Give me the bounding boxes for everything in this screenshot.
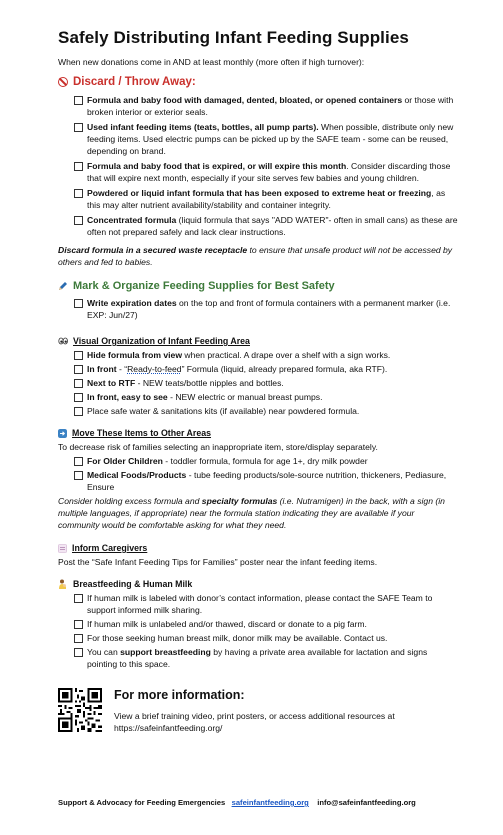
footer-email[interactable]: info@safeinfantfeeding.org — [317, 798, 416, 807]
footer-org: Support & Advocacy for Feeding Emergencies — [58, 798, 226, 807]
visual-heading: Visual Organization of Infant Feeding Area — [58, 336, 458, 346]
checklist-item: For those seeking human breast milk, donor milk may be available. Contact us. — [74, 632, 458, 644]
checkbox[interactable] — [74, 299, 83, 308]
inform-heading: Inform Caregivers — [58, 543, 458, 553]
checkbox[interactable] — [74, 189, 83, 198]
checklist-item: If human milk is unlabeled and/or thawed, discard or donate to a pig farm. — [74, 618, 458, 630]
checklist-item: Hide formula from view when practical. A drape over a shelf with a sign works. — [74, 349, 458, 361]
checkbox[interactable] — [74, 471, 83, 480]
checklist-item: Write expiration dates on the top and front of formula containers with a permanent marker (i.e. EXP: Jun/27) — [74, 297, 458, 321]
checkbox[interactable] — [74, 648, 83, 657]
qr-code[interactable] — [58, 688, 102, 732]
checklist-item: If human milk is labeled with donor’s contact information, please contact the SAFE Team to support informed milk sharing. — [74, 592, 458, 616]
checkbox[interactable] — [74, 594, 83, 603]
checkbox[interactable] — [74, 457, 83, 466]
checklist-item: For Older Children - toddler formula, formula for age 1+, dry milk powder — [74, 455, 458, 467]
checklist-item: Formula and baby food with damaged, dented, bloated, or opened containers or those with broken interior or exterior seals. — [74, 94, 458, 118]
mark-heading: Mark & Organize Feeding Supplies for Best Safety — [58, 280, 458, 292]
footer — [58, 798, 416, 807]
visual-list — [58, 349, 458, 417]
discard-list — [58, 94, 458, 238]
move-heading: Move These Items to Other Areas — [58, 428, 458, 438]
checkbox[interactable] — [74, 407, 83, 416]
checklist-item: Place safe water & sanitations kits (if available) near powdered formula. — [74, 405, 458, 417]
right-arrow-icon — [58, 429, 67, 438]
move-lead: To decrease risk of families selecting an inappropriate item, store/display separately. — [58, 442, 378, 452]
checkbox[interactable] — [74, 379, 83, 388]
bf-heading: Breastfeeding & Human Milk — [58, 579, 458, 589]
move-list — [58, 455, 458, 493]
checklist-item: Powdered or liquid infant formula that has been exposed to extreme heat or freezing, as this may alter nutrient availability/stability and container integrity. — [74, 187, 458, 211]
checklist-item: In front - “Ready-to-feed” Formula (liquid, already prepared formula, aka RTF). — [74, 363, 458, 375]
checkbox[interactable] — [74, 365, 83, 374]
mark-list — [58, 297, 458, 321]
checkbox[interactable] — [74, 162, 83, 171]
checkbox[interactable] — [74, 620, 83, 629]
poster-icon — [58, 544, 67, 553]
move-note: Consider holding excess formula and specialty formulas (i.e. Nutramigen) in the back, with a sign (in multiple languages, if appropriate) near the formula station indicating they are available if your community would be comfortable asking for what they need. — [58, 496, 445, 530]
checklist-item: Formula and baby food that is expired, or will expire this month. Consider discarding those that will expire next month, especially if your site serves few babies and young children. — [74, 160, 458, 184]
checklist-item: Concentrated formula (liquid formula that says "ADD WATER"- often in small cans) as these are often not prepared safely and lack clear instructions. — [74, 214, 458, 238]
checkbox[interactable] — [74, 216, 83, 225]
checkbox[interactable] — [74, 634, 83, 643]
checklist-item: In front, easy to see - NEW electric or manual breast pumps. — [74, 391, 458, 403]
breastfeeding-icon — [58, 579, 68, 589]
discard-heading: Discard / Throw Away: — [58, 76, 458, 88]
more-title: For more information: — [114, 688, 245, 702]
bf-list — [58, 592, 458, 670]
page-title: Safely Distributing Infant Feeding Supplies — [58, 28, 409, 47]
checklist-item: Medical Foods/Products - tube feeding products/sole-source nutrition, thickeners, Pediasure, Ensure — [74, 469, 458, 493]
discard-note: Discard formula in a secured waste receptacle to ensure that unsafe product will not be accessed by others and fed to babies. — [58, 245, 453, 267]
more-info — [58, 688, 458, 738]
checklist-item: You can support breastfeeding by having a private area available for lactation and signs pointing to this space. — [74, 646, 458, 670]
checkbox[interactable] — [74, 96, 83, 105]
document — [58, 28, 458, 738]
checkbox[interactable] — [74, 123, 83, 132]
inform-text: Post the “Safe Infant Feeding Tips for Families” poster near the infant feeding items. — [58, 557, 378, 567]
checklist-item: Next to RTF - NEW teats/bottle nipples and bottles. — [74, 377, 458, 389]
prohibited-icon — [58, 77, 68, 87]
intro-text: When new donations come in AND at least monthly (more often if high turnover): — [58, 57, 365, 67]
more-text: View a brief training video, print posters, or access additional resources at https://safeinfantfeeding.org/ — [114, 711, 395, 733]
checkbox[interactable] — [74, 393, 83, 402]
footer-site-link[interactable]: safeinfantfeeding.org — [231, 798, 309, 807]
eyes-icon — [58, 337, 68, 345]
checkbox[interactable] — [74, 351, 83, 360]
pen-icon — [58, 281, 68, 291]
checklist-item: Used infant feeding items (teats, bottles, all pump parts). When possible, distribute only new feeding items. Used electric pumps can be picked up by the SAFE team - some can be reused, depending on brand. — [74, 121, 458, 157]
